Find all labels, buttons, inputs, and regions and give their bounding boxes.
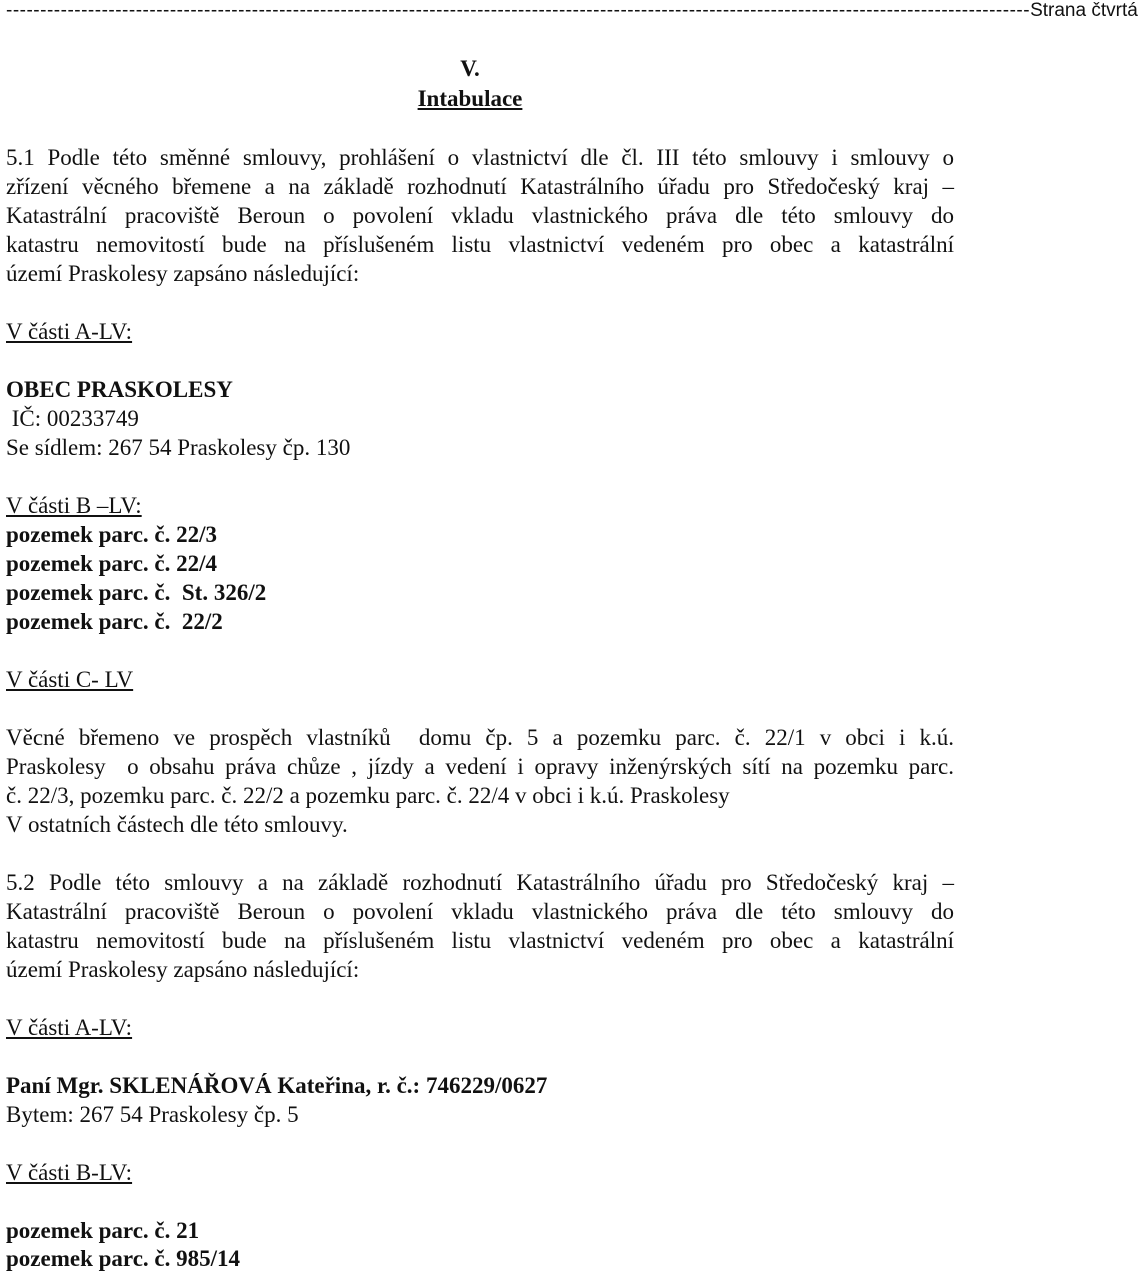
- page-header: [6, 0, 1138, 26]
- section-number: V.: [460, 56, 480, 81]
- part-a2-heading: V části A-LV:: [6, 1015, 133, 1040]
- p51-line-3: Katastrální pracoviště Beroun o povolení vkladu vlastnického práva dle této smlouvy do: [6, 203, 954, 228]
- part-b1-item: pozemek parc. č. St. 326/2: [6, 580, 267, 605]
- part-a1-name: OBEC PRASKOLESY: [6, 377, 233, 402]
- part-a1-seat: Se sídlem: 267 54 Praskolesy čp. 130: [6, 435, 351, 460]
- header-dashes: ------------------------------------------------------------------------------------------------------------------------------------------------------: [6, 0, 1031, 21]
- part-c1-heading: V části C- LV: [6, 667, 134, 692]
- part-b2-item: pozemek parc. č. 21: [6, 1218, 200, 1243]
- part-b1-item: pozemek parc. č. 22/2: [6, 609, 223, 634]
- part-a2-address: Bytem: 267 54 Praskolesy čp. 5: [6, 1102, 299, 1127]
- part-b2-item: pozemek parc. č. 985/14: [6, 1246, 241, 1271]
- p51-line-2: zřízení věcného břemene a na základě rozhodnutí Katastrálního úřadu pro Středočeský kraj –: [6, 174, 954, 199]
- p51-line-1: 5.1 Podle této směnné smlouvy, prohlášení o vlastnictví dle čl. III této smlouvy i smlouvy o: [6, 145, 954, 170]
- p51-line-5: území Praskolesy zapsáno následující:: [6, 261, 360, 286]
- part-c1-line-3: č. 22/3, pozemku parc. č. 22/2 a pozemku parc. č. 22/4 v obci i k.ú. Praskolesy: [6, 783, 730, 808]
- page-label: Strana čtvrtá: [1030, 0, 1138, 21]
- section-title: Intabulace: [417, 86, 523, 111]
- part-a1-heading: V části A-LV:: [6, 319, 133, 344]
- p52-line-1: 5.2 Podle této smlouvy a na základě rozhodnutí Katastrálního úřadu pro Středočeský kraj –: [6, 870, 954, 895]
- part-b1-item: pozemek parc. č. 22/3: [6, 522, 218, 547]
- part-b1-heading: V části B –LV:: [6, 493, 142, 518]
- p52-line-3: katastru nemovitostí bude na příslušeném listu vlastnictví vedeném pro obec a katastrální: [6, 928, 954, 953]
- part-b1-item: pozemek parc. č. 22/4: [6, 551, 218, 576]
- part-a2-name: Paní Mgr. SKLENÁŘOVÁ Kateřina, r. č.: 746229/0627: [6, 1073, 548, 1098]
- p52-line-2: Katastrální pracoviště Beroun o povolení vkladu vlastnického práva dle této smlouvy do: [6, 899, 954, 924]
- part-c1-line-1: Věcné břemeno ve prospěch vlastníků domu čp. 5 a pozemku parc. č. 22/1 v obci i k.ú.: [6, 725, 954, 750]
- p51-line-4: katastru nemovitostí bude na příslušeném listu vlastnictví vedeném pro obec a katastrální: [6, 232, 954, 257]
- part-c1-line-4: V ostatních částech dle této smlouvy.: [6, 812, 348, 837]
- part-a1-ic: IČ: 00233749: [6, 406, 139, 431]
- part-c1-line-2: Praskolesy o obsahu práva chůze , jízdy a vedení i opravy inženýrských sítí na pozemku parc.: [6, 754, 954, 779]
- part-b2-heading: V části B-LV:: [6, 1160, 133, 1185]
- p52-line-4: území Praskolesy zapsáno následující:: [6, 957, 360, 982]
